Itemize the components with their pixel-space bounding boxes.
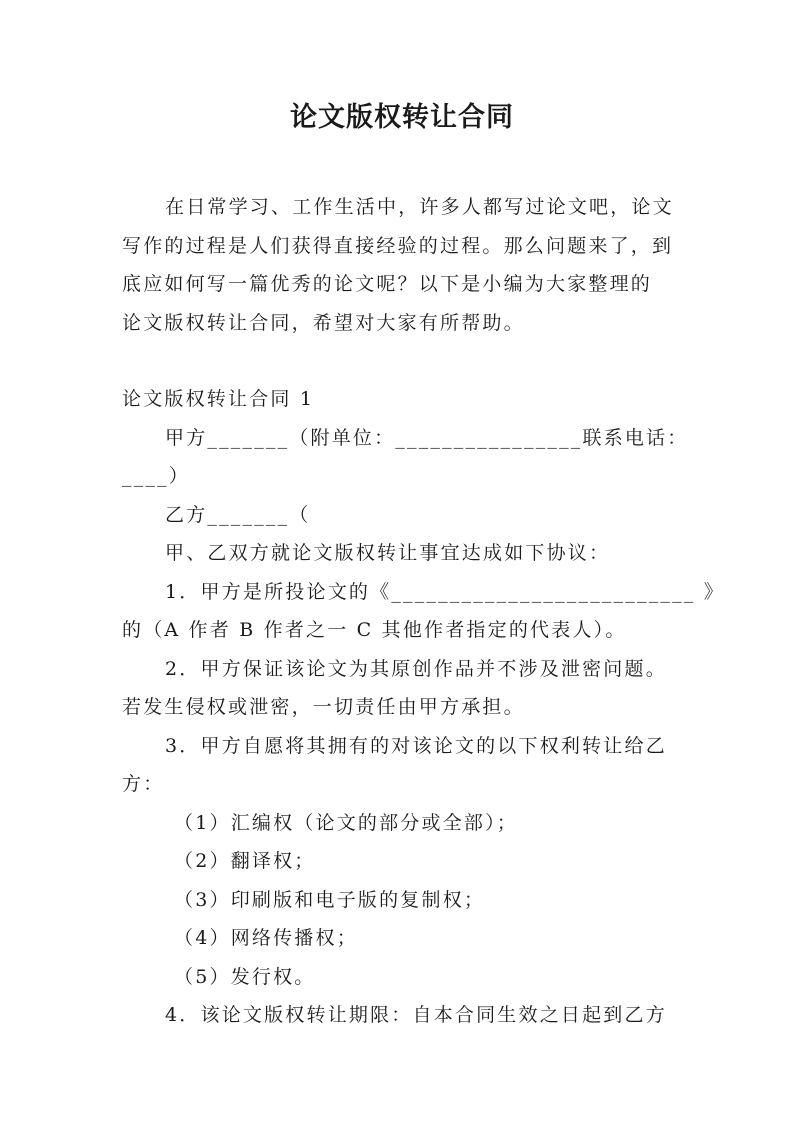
clause-2-line: 2．甲方保证该论文为其原创作品并不涉及泄密问题。 (165, 657, 667, 680)
intro-paragraph (122, 188, 682, 342)
clause-3-line: 3．甲方自愿将其拥有的对该论文的以下权利转让给乙 (165, 734, 667, 757)
rights-item: （3）印刷版和电子版的复制权； (174, 888, 486, 911)
rights-item: （1）汇编权（论文的部分或全部）； (174, 811, 518, 834)
intro-line: 写作的过程是人们获得直接经验的过程。那么问题来了，到 (122, 234, 674, 257)
agreement-line: 甲、乙双方就论文版权转让事宜达成如下协议： (165, 542, 611, 564)
party-b-line: 乙方_______（ (165, 503, 311, 526)
rights-item: （5）发行权。 (174, 965, 316, 988)
clause-1-line: 的（A 作者 B 作者之一 C 其他作者指定的代表人）。 (122, 619, 627, 641)
rights-item: （2）翻译权； (174, 850, 316, 872)
intro-line: 论文版权转让合同，希望对大家有所帮助。 (122, 311, 525, 334)
intro-line: 在日常学习、工作生活中，许多人都写过论文吧，论文 (165, 196, 674, 218)
clause-4-line: 4．该论文版权转让期限：自本合同生效之日起到乙方 (165, 1004, 667, 1026)
clause-1-line: 1．甲方是所投论文的《__________________________ 》 (165, 580, 725, 603)
rights-item: （4）网络传播权； (174, 927, 358, 949)
party-a-line: 甲方_______（附单位：________________联系电话： (165, 426, 689, 449)
section-title: 论文版权转让合同 1 (122, 388, 315, 410)
intro-line: 底应如何写一篇优秀的论文呢？以下是小编为大家整理的 (122, 273, 653, 295)
clause-3-line: 方： (122, 773, 165, 795)
document-title: 论文版权转让合同 (290, 102, 514, 133)
clause-2-line: 若发生侵权或泄密，一切责任由甲方承担。 (122, 696, 525, 718)
party-a-line: ____） (122, 465, 191, 487)
